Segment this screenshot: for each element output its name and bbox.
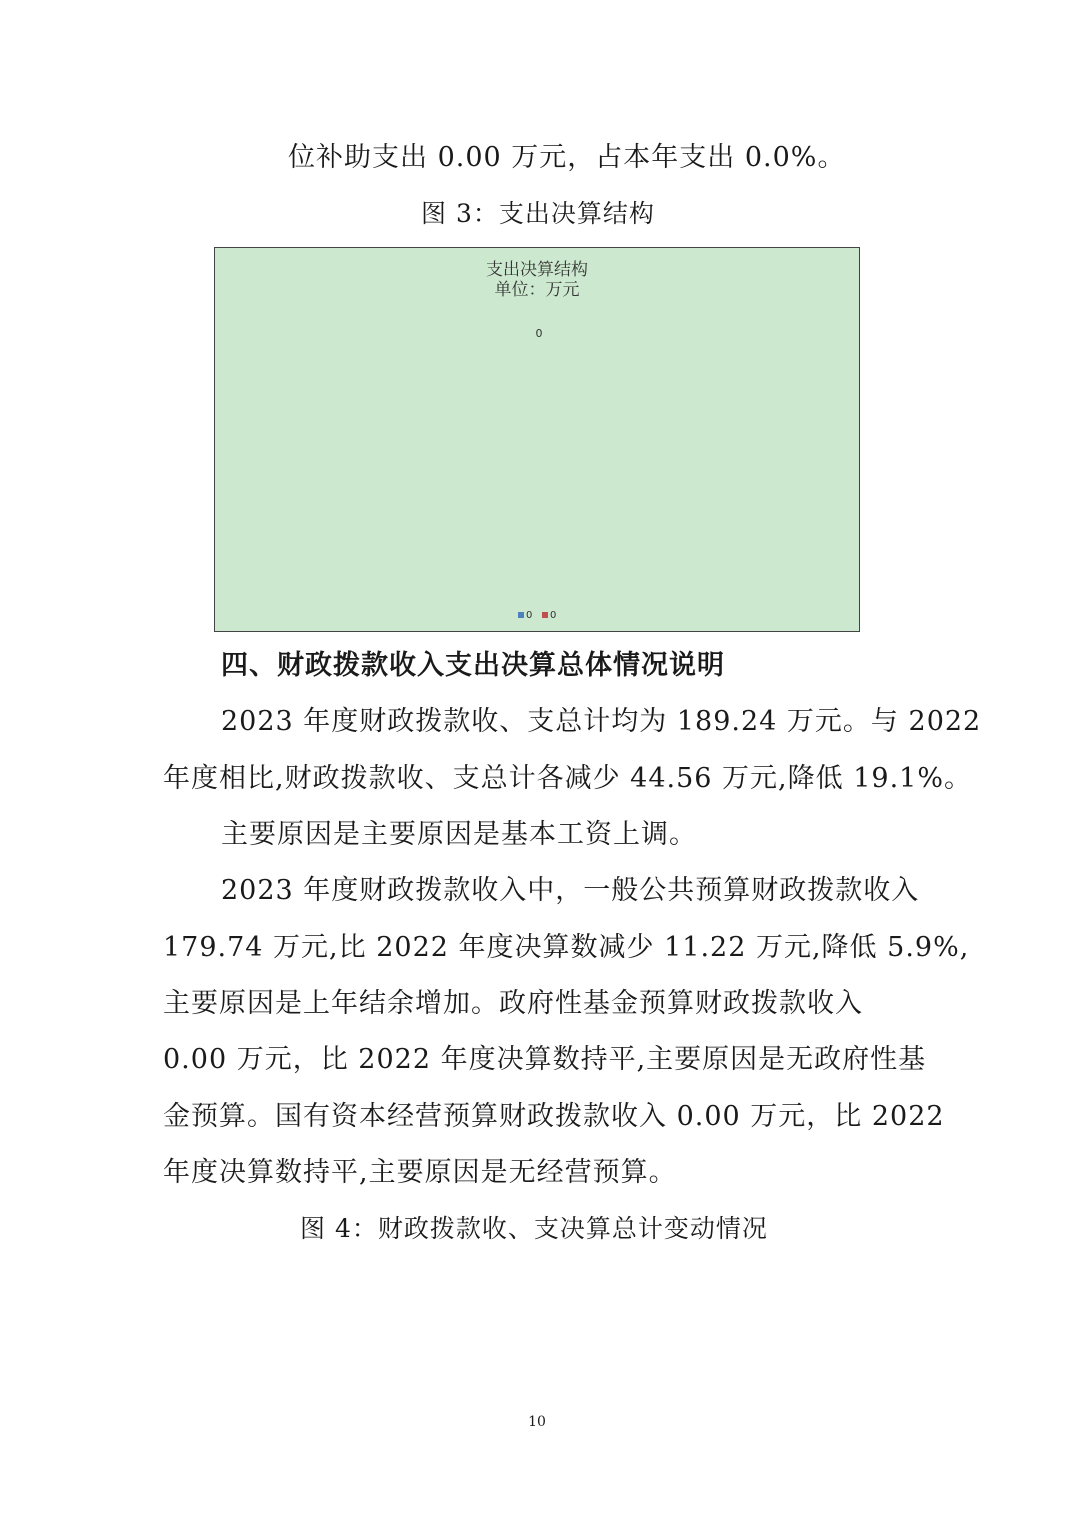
- legend-label: 0: [550, 610, 557, 621]
- figure-3-caption: 图 3：支出决算结构: [421, 199, 655, 228]
- legend-label: 0: [526, 610, 533, 621]
- paragraph1-line2: 年度相比,财政拨款收、支总计各减少 44.56 万元,降低 19.1%。: [163, 763, 972, 794]
- paragraph3-line3: 主要原因是上年结余增加。政府性基金预算财政拨款收入: [163, 988, 863, 1019]
- paragraph3-line1: 2023 年度财政拨款收入中，一般公共预算财政拨款收入: [221, 875, 920, 906]
- paragraph3-line4: 0.00 万元，比 2022 年度决算数持平,主要原因是无政府性基: [163, 1044, 927, 1075]
- figure-4-caption: 图 4：财政拨款收、支决算总计变动情况: [300, 1214, 768, 1243]
- chart-subtitle: 单位：万元: [494, 280, 580, 300]
- paragraph1-line1: 2023 年度财政拨款收、支总计均为 189.24 万元。与 2022: [221, 706, 982, 737]
- top-text-line: 位补助支出 0.00 万元，占本年支出 0.0%。: [288, 142, 846, 173]
- paragraph3-line6: 年度决算数持平,主要原因是无经营预算。: [163, 1157, 677, 1188]
- legend-swatch: [518, 612, 524, 618]
- section-heading: 四、财政拨款收入支出决算总体情况说明: [221, 650, 725, 681]
- chart-background: [215, 248, 859, 631]
- page-number: 10: [528, 1414, 546, 1430]
- paragraph3-line2: 179.74 万元,比 2022 年度决算数减少 11.22 万元,降低 5.9%,: [163, 932, 970, 963]
- legend-swatch: [542, 612, 548, 618]
- expenditure-structure-chart: [214, 247, 860, 632]
- chart-canvas: [215, 248, 859, 631]
- chart-data-labels: [536, 327, 543, 340]
- chart-data-label: 0: [535, 327, 543, 340]
- chart-title: 支出决算结构: [486, 260, 588, 280]
- paragraph2-line1: 主要原因是主要原因是基本工资上调。: [221, 819, 697, 850]
- paragraph3-line5: 金预算。国有资本经营预算财政拨款收入 0.00 万元，比 2022: [163, 1101, 945, 1132]
